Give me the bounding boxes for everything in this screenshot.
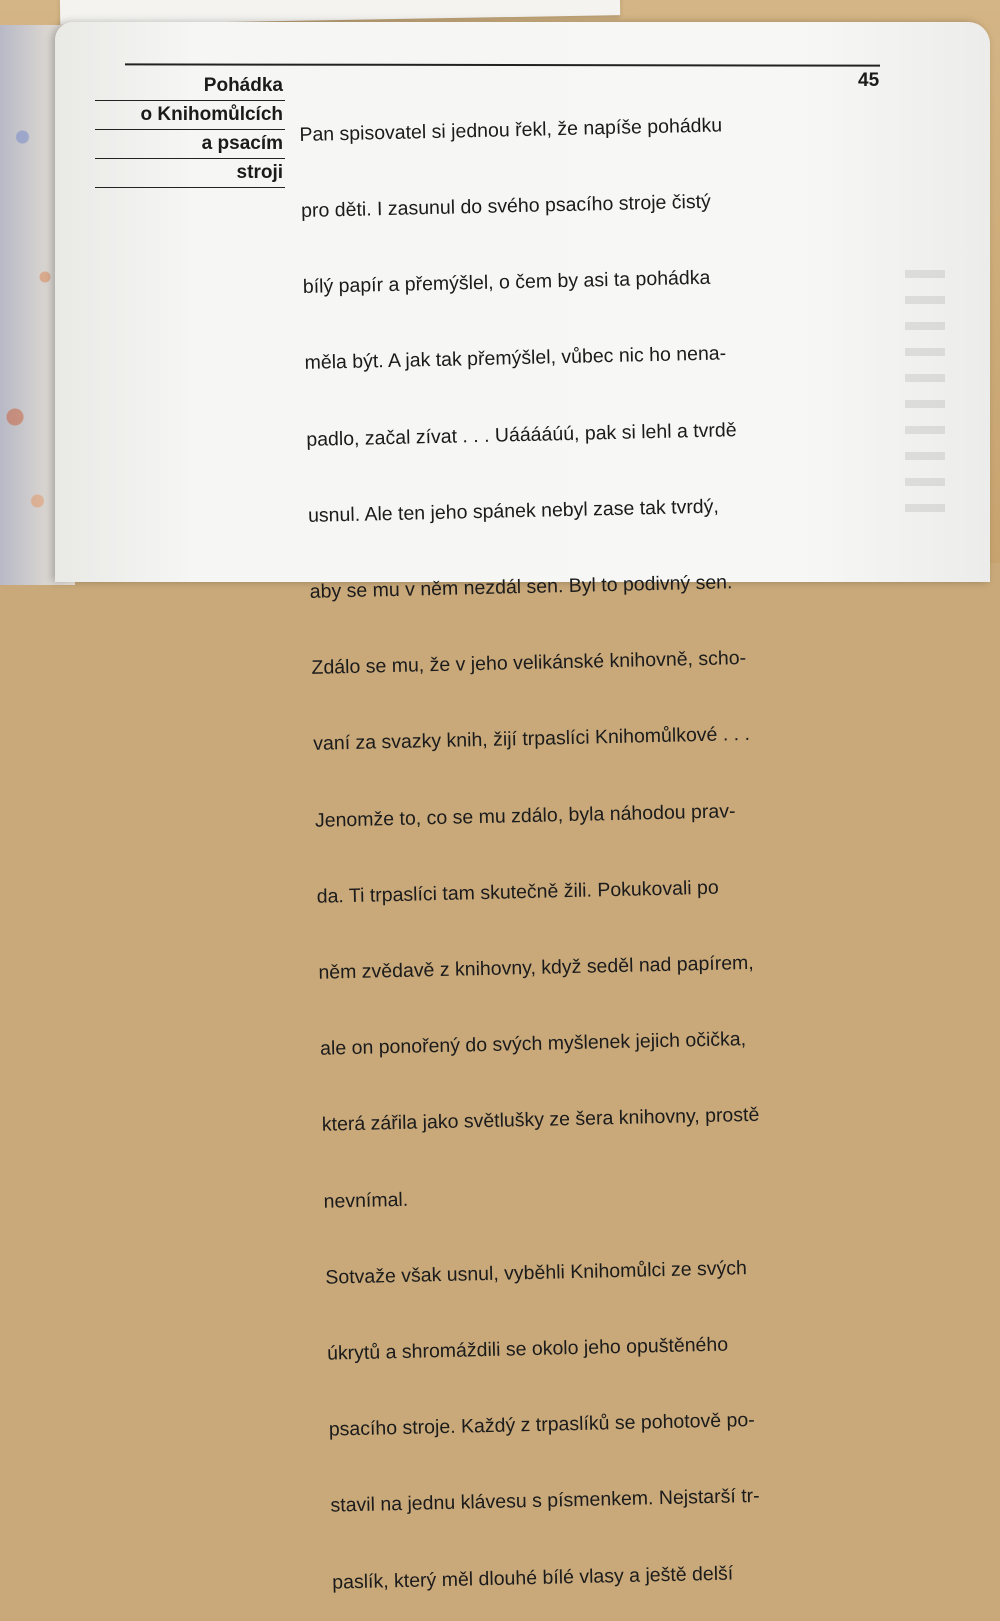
text-line: usnul. Ale ten jeho spánek nebyl zase tak tvrdý, <box>307 495 720 527</box>
text-line: bílý papír a přemýšlel, o čem by asi ta pohádka <box>302 266 711 299</box>
text-line: aby se mu v něm nezdál sen. Byl to podivný sen. <box>309 571 733 603</box>
text-line: Jenomže to, co se mu zdálo, byla náhodou prav- <box>314 799 736 832</box>
story-text <box>298 59 893 1621</box>
text-line: pro děti. I zasunul do svého psacího stroje čistý <box>300 190 712 222</box>
chapter-title <box>95 72 285 188</box>
show-through-text <box>905 270 945 520</box>
title-line: a psacím <box>95 130 285 159</box>
text-line: něm zvědavě z knihovny, když seděl nad papírem, <box>318 951 754 984</box>
page-number: 45 <box>858 70 880 91</box>
text-line: ale on ponořený do svých myšlenek jejich očička, <box>319 1028 747 1060</box>
text-line: paslík, který měl dlouhé bílé vlasy a ještě delší <box>332 1562 734 1594</box>
text-line: da. Ti trpaslíci tam skutečně žili. Pokukovali po <box>316 876 719 908</box>
text-line: úkrytů a shromáždili se okolo jeho opuštěného <box>326 1333 729 1365</box>
text-line: Zdálo se mu, že v jeho velikánské knihovně, scho- <box>311 647 747 680</box>
text-line: stavil na jednu klávesu s písmenkem. Nejstarší tr- <box>330 1485 760 1518</box>
text-line: Sotvaže však usnul, vyběhli Knihomůlci ze svých <box>325 1256 748 1289</box>
text-line: měla být. A jak tak přemýšlel, vůbec nic ho nena- <box>304 342 727 375</box>
text-line: Pan spisovatel si jednou řekl, že napíše pohádku <box>299 114 723 146</box>
title-line: stroji <box>95 159 285 188</box>
text-line: padlo, začal zívat . . . Uááááúú, pak si lehl a tvrdě <box>306 418 737 451</box>
text-line: nevnímal. <box>323 1188 409 1213</box>
text-line: psacího stroje. Každý z trpaslíků se pohotově po- <box>328 1409 755 1441</box>
title-line: o Knihomůlcích <box>95 101 285 130</box>
title-line: Pohádka <box>95 72 285 101</box>
text-line: vaní za svazky knih, žijí trpaslíci Knihomůlkové . . . <box>313 723 751 756</box>
text-line: která zářila jako světlušky ze šera knihovny, prostě <box>321 1104 760 1137</box>
